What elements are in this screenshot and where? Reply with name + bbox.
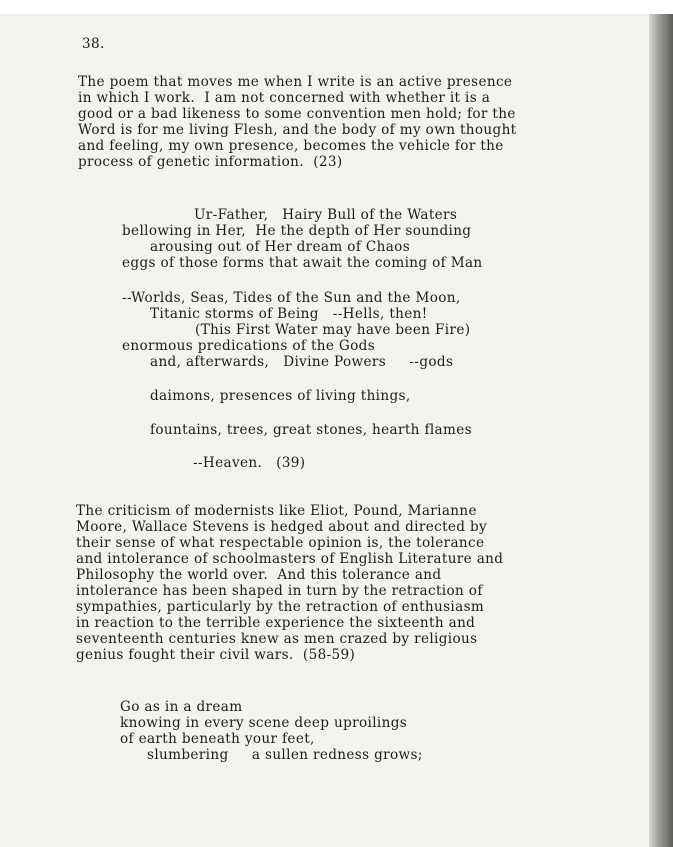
text-line: and intolerance of schoolmasters of English Literature and [76, 551, 504, 567]
text-line: their sense of what respectable opinion is, the tolerance [76, 535, 485, 551]
poem-line: (This First Water may have been Fire) [195, 322, 471, 338]
book-binding-shadow [649, 14, 673, 847]
text-line: and feeling, my own presence, becomes the vehicle for the [78, 138, 504, 154]
text-line: in which I work. I am not concerned with whether it is a [78, 90, 491, 106]
text-line: seventeenth centuries knew as men crazed by religious [76, 631, 478, 647]
text-line: Moore, Wallace Stevens is hedged about and directed by [76, 519, 488, 535]
text-line: genius fought their civil wars. (58-59) [76, 647, 356, 663]
text-line: Word is for me living Flesh, and the body of my own thought [78, 122, 517, 138]
poem-line: arousing out of Her dream of Chaos [150, 239, 411, 255]
poem-line: fountains, trees, great stones, hearth flames [150, 422, 472, 438]
poem-line: --Heaven. (39) [193, 455, 306, 471]
poem-line: daimons, presences of living things, [150, 388, 411, 404]
poem-line: Titanic storms of Being --Hells, then! [150, 306, 428, 322]
page-number: 38. [82, 36, 105, 52]
text-line: sympathies, particularly by the retraction of enthusiasm [76, 599, 485, 615]
poem-line: Go as in a dream [120, 699, 243, 715]
text-line: good or a bad likeness to some convention men hold; for the [78, 106, 516, 122]
poem-line: Ur-Father, Hairy Bull of the Waters [194, 207, 458, 223]
text-line: in reaction to the terrible experience the sixteenth and [76, 615, 476, 631]
text-line: process of genetic information. (23) [78, 154, 343, 170]
poem-line: of earth beneath your feet, [120, 731, 315, 747]
book-page [0, 14, 652, 847]
poem-line: slumbering a sullen redness grows; [147, 747, 423, 763]
poem-line: enormous predications of the Gods [122, 338, 376, 354]
text-line: The criticism of modernists like Eliot, Pound, Marianne [76, 503, 477, 519]
poem-line: and, afterwards, Divine Powers --gods [150, 354, 454, 370]
poem-line: knowing in every scene deep uproilings [120, 715, 408, 731]
text-line: The poem that moves me when I write is an active presence [78, 74, 513, 90]
text-line: Philosophy the world over. And this tolerance and [76, 567, 442, 583]
text-line: intolerance has been shaped in turn by the retraction of [76, 583, 483, 599]
poem-line: --Worlds, Seas, Tides of the Sun and the Moon, [122, 290, 461, 306]
poem-line: bellowing in Her, He the depth of Her sounding [122, 223, 472, 239]
poem-line: eggs of those forms that await the coming of Man [122, 255, 483, 271]
